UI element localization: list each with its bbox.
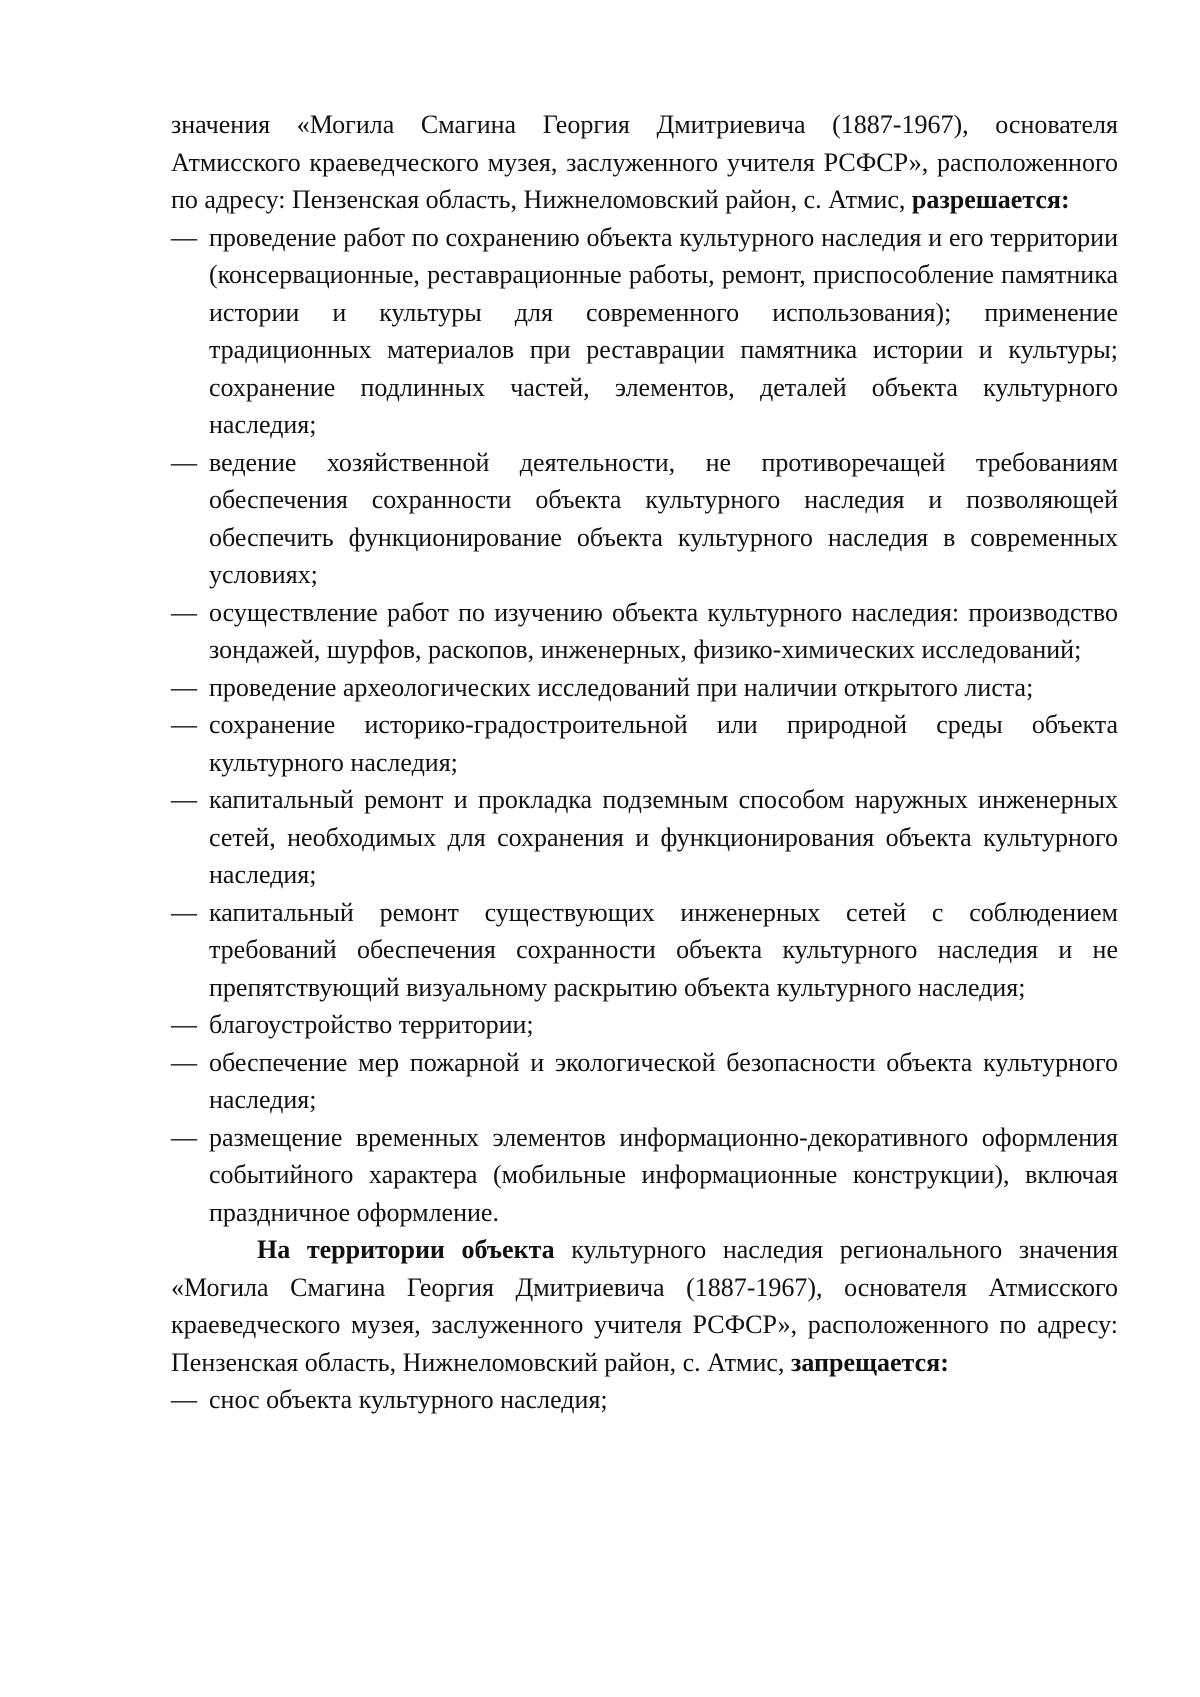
list-item: [171, 444, 1118, 594]
list-item: [171, 894, 1118, 1007]
dash-marker: —: [171, 1385, 197, 1414]
list-item: [171, 1381, 1118, 1419]
dash-marker: —: [171, 1122, 197, 1152]
list-item-text: проведение археологических исследований при наличии открытого листа;: [209, 672, 1034, 702]
list-item: [171, 781, 1118, 894]
list-item: [171, 594, 1118, 669]
list-item-text: благоустройство территории;: [209, 1010, 534, 1039]
list-item-text: капитальный ремонт и прокладка подземным способом наружных инженерных сетей, необходимых для сохранения и функционирования объекта культурного наследия;: [209, 785, 1118, 889]
intro-paragraph-text: значения «Могила Смагина Георгия Дмитриевича (1887-1967), основателя Атмисского краеведческого музея, заслуженного учителя РСФСР», расположенного по адресу: Пензенская область, Нижнеломовский район, с. Атмис,: [171, 110, 1118, 214]
allowed-list: [171, 219, 1118, 1232]
list-item: [171, 706, 1118, 781]
prohibitions-paragraph: [171, 1231, 1118, 1381]
prohibitions-paragraph-prohibited-label: запрещается:: [790, 1347, 949, 1377]
dash-marker: —: [171, 1047, 197, 1077]
document-page: [171, 106, 1118, 1419]
dash-marker: —: [171, 1010, 197, 1039]
intro-paragraph: [171, 106, 1118, 219]
list-item-text: размещение временных элементов информационно-декоративного оформления событийного характера (мобильные информационные конструкции), включая праздничное оформление.: [209, 1122, 1118, 1227]
intro-paragraph-allowed-label: разрешается:: [911, 185, 1070, 214]
list-item-text: сохранение историко-градостроительной или природной среды объекта культурного наследия;: [209, 710, 1118, 777]
list-item-text: снос объекта культурного наследия;: [209, 1385, 608, 1414]
dash-marker: —: [171, 597, 197, 627]
list-item-text: ведение хозяйственной деятельности, не противоречащей требованиям обеспечения сохранности объекта культурного наследия и позволяющей обеспечить функционирование объекта культурного наследия в современных условиях;: [209, 447, 1118, 589]
prohibitions-paragraph-text: культурного наследия регионального значения «Могила Смагина Георгия Дмитриевича (1887-1967), основателя Атмисского краеведческого музея, заслуженного учителя РСФСР», расположенного по адресу: Пензенская область, Нижнеломовский район, с. Атмис,: [171, 1235, 1118, 1377]
list-item: [171, 1119, 1118, 1232]
dash-marker: —: [171, 785, 197, 814]
list-item: [171, 1044, 1118, 1119]
list-item: [171, 219, 1118, 444]
dash-marker: —: [171, 672, 197, 702]
dash-marker: —: [171, 447, 197, 477]
prohibited-list: [171, 1381, 1118, 1419]
list-item: [171, 669, 1118, 707]
list-item-text: осуществление работ по изучению объекта культурного наследия: производство зондажей, шурфов, раскопов, инженерных, физико-химических исследований;: [209, 597, 1118, 664]
list-item-text: обеспечение мер пожарной и экологической безопасности объекта культурного наследия;: [209, 1047, 1118, 1114]
dash-marker: —: [171, 222, 197, 252]
list-item: [171, 1006, 1118, 1044]
list-item-text: капитальный ремонт существующих инженерных сетей с соблюдением требований обеспечения сохранности объекта культурного наследия и не препятствующий визуальному раскрытию объекта культурного наследия;: [209, 897, 1118, 1002]
dash-marker: —: [171, 897, 197, 927]
list-item-text: проведение работ по сохранению объекта культурного наследия и его территории (консервационные, реставрационные работы, ремонт, приспособление памятника истории и культуры для современного использования); применение традиционных материалов при реставрации памятника истории и культуры; сохранение подлинных частей, элементов, деталей объекта культурного наследия;: [209, 222, 1118, 439]
dash-marker: —: [171, 710, 197, 739]
prohibitions-paragraph-lead: На территории объекта: [257, 1235, 555, 1264]
